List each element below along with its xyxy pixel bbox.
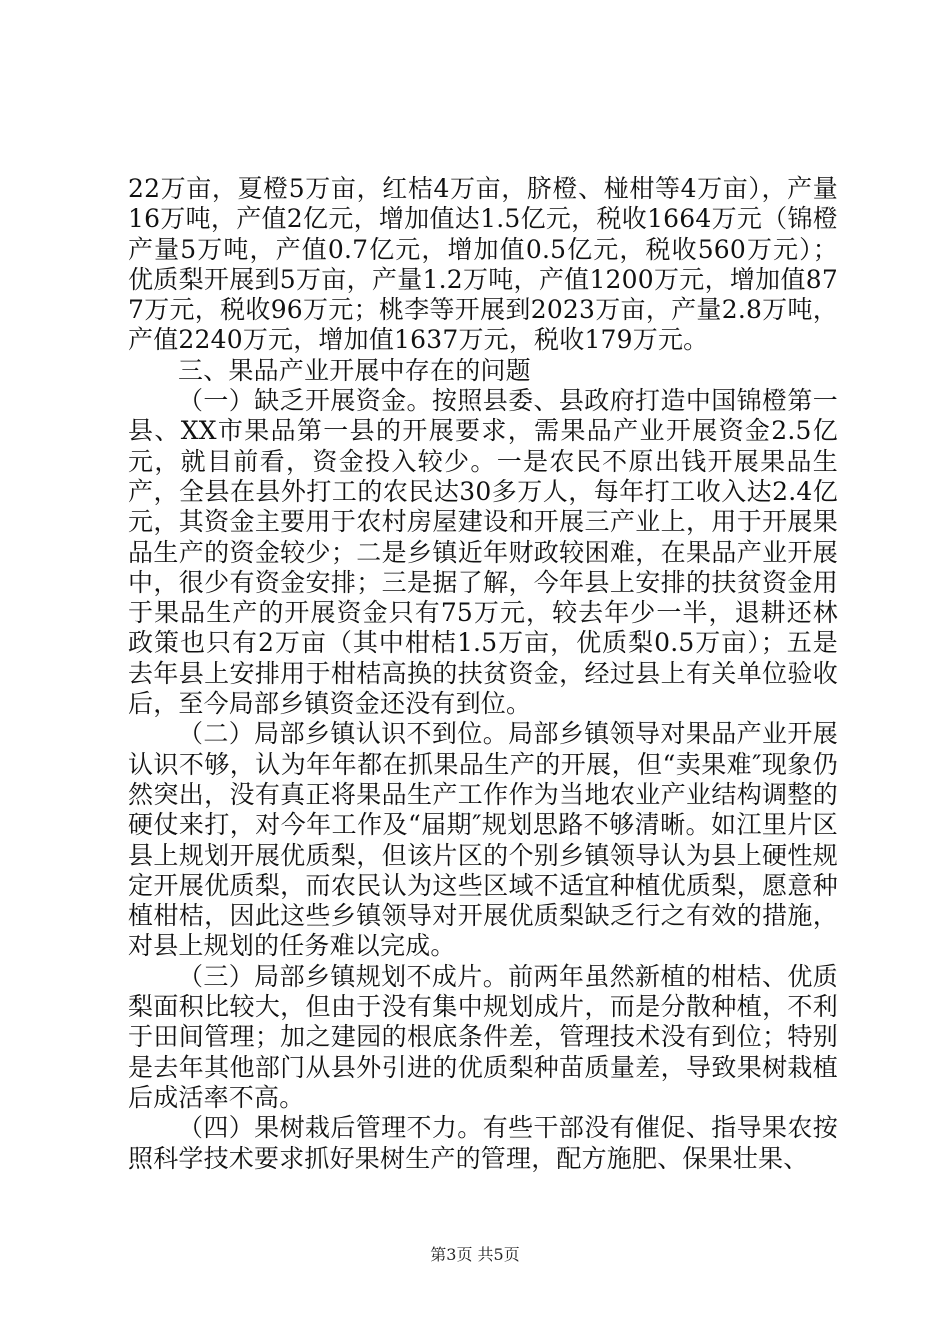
paragraph-lack-of-funds: （一）缺乏开展资金。按照县委、县政府打造中国锦橙第一县、XX市果品第一县的开展要求，需果品产业开展资金2.5亿元，就目前看，资金投入较少。一是农民不原出钱开展果品生产，全县在县外打工的农民达30多万人，每年打工收入达2.4亿元，其资金主要用于农村房屋建设和开展三产业上，用于开展果品生产的资金较少；二是乡镇近年财政较困难，在果品产业开展中，很少有资金安排；三是据了解，今年县上安排的扶贫资金用于果品生产的开展资金只有75万元，较去年少一半，退耕还林政策也只有2万亩（其中柑桔1.5万亩，优质梨0.5万亩）；五是去年县上安排用于柑桔高换的扶贫资金，经过县上有关单位验收后，至今局部乡镇资金还没有到位。 (128, 386, 838, 719)
paragraph-poor-management: （四）果树栽后管理不力。有些干部没有催促、指导果农按照科学技术要求抓好果树生产的管理，配方施肥、保果壮果、 (128, 1113, 838, 1173)
section-heading-problems: 三、果品产业开展中存在的问题 (178, 355, 531, 385)
body-text (128, 174, 838, 1174)
page-footer: 第3页 共5页 (430, 1245, 520, 1264)
paragraph-statistics-continued: 22万亩，夏橙5万亩，红桔4万亩，脐橙、椪柑等4万亩），产量16万吨，产值2亿元，增加值达1.5亿元，税收1664万元（锦橙产量5万吨，产值0.7亿元，增加值0.5亿元，税收560万元）；优质梨开展到5万亩，产量1.2万吨，产值1200万元，增加值877万元，税收96万元；桃李等开展到2023万亩，产量2.8万吨，产值2240万元，增加值1637万元，税收179万元。 (128, 174, 838, 355)
paragraph-insufficient-awareness: （二）局部乡镇认识不到位。局部乡镇领导对果品产业开展认识不够，认为年年都在抓果品生产的开展，但“卖果难″现象仍然突出，没有真正将果品生产工作作为当地农业产业结构调整的硬仗来打，对今年工作及“届期″规划思路不够清晰。如江里片区县上规划开展优质梨，但该片区的个别乡镇领导认为县上硬性规定开展优质梨，而农民认为这些区域不适宜种植优质梨，愿意种植柑桔，因此这些乡镇领导对开展优质梨缺乏行之有效的措施，对县上规划的任务难以完成。 (128, 719, 838, 961)
paragraph-scattered-planning: （三）局部乡镇规划不成片。前两年虽然新植的柑桔、优质梨面积比较大，但由于没有集中规划成片，而是分散种植，不利于田间管理；加之建园的根底条件差，管理技术没有到位；特别是去年其他部门从县外引进的优质梨种苗质量差，导致果树栽植后成活率不高。 (128, 961, 838, 1112)
